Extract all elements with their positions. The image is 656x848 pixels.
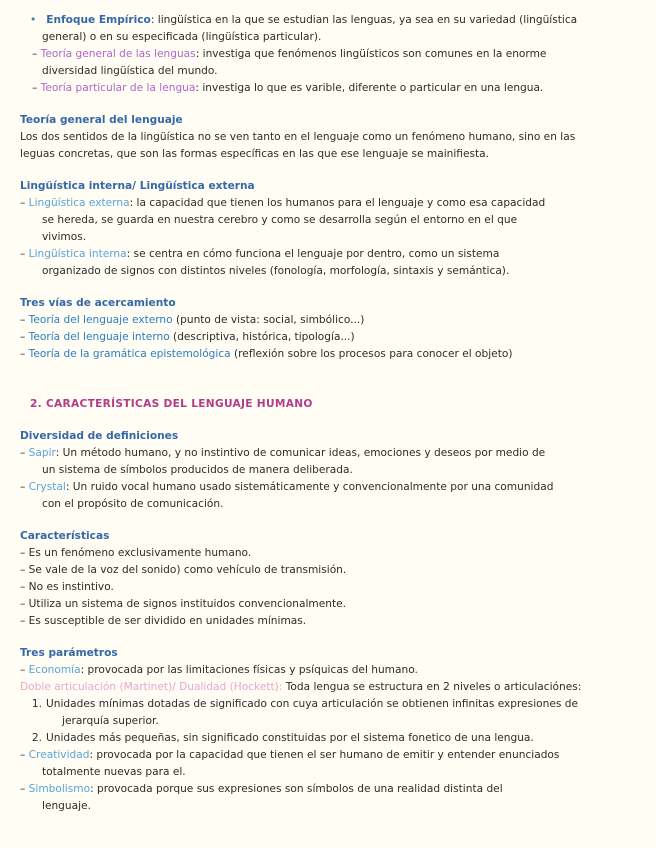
- term-creatividad: Creatividad: [28, 749, 90, 761]
- caracteristica-text: No es instintivo.: [28, 581, 114, 593]
- term-gramatica-epistemologica: Teoría de la gramática epistemológica: [28, 348, 231, 360]
- spacer: [20, 163, 634, 178]
- dash-marker: –: [20, 248, 26, 260]
- text-crystal: : Un ruido vocal humano usado sistemáticamente y convencionalmente por una comunidad: [65, 481, 554, 493]
- text-simbolismo-cont: lenguaje.: [42, 800, 91, 812]
- caracteristica-text: Es susceptible de ser dividido en unidades mínimas.: [28, 615, 307, 627]
- heading-interna-externa: Lingüística interna/ Lingüística externa: [20, 180, 255, 192]
- text-teoria-general-lenguas-cont: diversidad lingüística del mundo.: [42, 65, 218, 77]
- spacer: [20, 513, 634, 528]
- list-item: [20, 562, 634, 579]
- spacer: [20, 363, 634, 396]
- term-teoria-particular-lengua: Teoría particular de la lengua: [40, 82, 196, 94]
- text-lenguaje-interno: (descriptiva, histórica, tipología...): [169, 331, 355, 343]
- term-crystal: Crystal: [28, 481, 66, 493]
- text-enfoque-empirico-cont: general) o en su especificada (lingüística particular).: [42, 31, 322, 43]
- text-economia: : provocada por las limitaciones físicas y psíquicas del humano.: [80, 664, 418, 676]
- item-creatividad: [20, 747, 634, 764]
- term-simbolismo: Simbolismo: [28, 783, 91, 795]
- item-economia: [20, 662, 634, 679]
- text-creatividad-cont: totalmente nuevas para el.: [42, 766, 186, 778]
- dash-marker: –: [20, 447, 26, 459]
- term-economia: Economía: [28, 664, 81, 676]
- heading-diversidad: Diversidad de definiciones: [20, 430, 179, 442]
- text-linguistica-interna: : se centra en cómo funciona el lenguaje por dentro, como un sistema: [126, 248, 500, 260]
- heading-tres-vias: Tres vías de acercamiento: [20, 297, 176, 309]
- term-sapir: Sapir: [28, 447, 56, 459]
- list-item: [20, 545, 634, 562]
- text-linguistica-externa-cont2: vivimos.: [42, 231, 87, 243]
- paragraph-teoria-general-2: leguas concretas, que son las formas específicas en las que ese lenguaje se mainifiesta.: [20, 148, 490, 160]
- dash-marker: –: [20, 564, 26, 576]
- item-lenguaje-externo: [20, 312, 634, 329]
- dash-marker: –: [32, 82, 38, 94]
- dash-marker: –: [20, 331, 26, 343]
- dash-marker: –: [20, 581, 26, 593]
- dash-marker: –: [20, 664, 26, 676]
- item-linguistica-externa: [20, 195, 634, 212]
- number-marker: 1.: [31, 698, 42, 710]
- list-item: [20, 579, 634, 596]
- dash-marker: –: [20, 598, 26, 610]
- item-crystal: [20, 479, 634, 496]
- text-creatividad: : provocada por la capacidad que tienen el ser humano de emitir y entender enunciados: [89, 749, 560, 761]
- item-doble-articulacion: [20, 679, 634, 696]
- dash-marker: –: [20, 197, 26, 209]
- item-teoria-particular-lengua: [20, 80, 634, 97]
- text-gramatica-epistemologica: (reflexión sobre los procesos para conocer el objeto): [230, 348, 513, 360]
- text-sapir-cont: un sistema de símbolos producidos de manera deliberada.: [42, 464, 353, 476]
- spacer: [20, 413, 634, 428]
- dash-marker: –: [20, 615, 26, 627]
- text-teoria-general-lenguas: : investiga que fenómenos lingüísticos son comunes en la enorme: [195, 48, 547, 60]
- heading-teoria-general: Teoría general del lenguaje: [20, 114, 183, 126]
- spacer: [20, 97, 634, 112]
- spacer: [20, 280, 634, 295]
- numbered-text-1-cont: jerarquía superior.: [62, 715, 159, 727]
- numbered-text-2: Unidades más pequeñas, sin significado constituidas por el sistema fonetico de una lengua.: [46, 732, 534, 744]
- numbered-item-1: [20, 696, 634, 713]
- term-teoria-general-lenguas: Teoría general de las lenguas: [40, 48, 196, 60]
- item-sapir: [20, 445, 634, 462]
- paragraph-teoria-general-1: Los dos sentidos de la lingüística no se ven tanto en el lenguaje como un fenómeno humano, sino en las: [20, 131, 576, 143]
- term-lenguaje-externo: Teoría del lenguaje externo: [28, 314, 173, 326]
- number-marker: 2.: [31, 732, 42, 744]
- text-crystal-cont: con el propósito de comunicación.: [42, 498, 224, 510]
- term-linguistica-interna: Lingüística interna: [28, 248, 127, 260]
- text-linguistica-externa-cont1: se hereda, se guarda en nuestra cerebro y como se desarrolla según el entorno en el que: [42, 214, 518, 226]
- caracteristica-text: Se vale de la voz del sonido) como vehículo de transmisión.: [28, 564, 347, 576]
- item-lenguaje-interno: [20, 329, 634, 346]
- item-gramatica-epistemologica: [20, 346, 634, 363]
- numbered-item-2: [20, 730, 634, 747]
- text-teoria-particular-lengua: : investiga lo que es varible, diferente o particular en una lengua.: [195, 82, 544, 94]
- dash-marker: –: [32, 48, 38, 60]
- numbered-text-1: Unidades mínimas dotadas de significado con cuya articulación se obtienen infinitas expresiones de: [46, 698, 578, 710]
- caracteristica-text: Es un fenómeno exclusivamente humano.: [28, 547, 252, 559]
- section-title-caracteristicas: 2. CARACTERÍSTICAS DEL LENGUAJE HUMANO: [30, 398, 313, 410]
- text-linguistica-externa: : la capacidad que tienen los humanos para el lenguaje y como esa capacidad: [129, 197, 546, 209]
- term-enfoque-empirico: Enfoque Empírico: [46, 14, 151, 26]
- term-linguistica-externa: Lingüística externa: [28, 197, 130, 209]
- heading-caracteristicas: Características: [20, 530, 110, 542]
- dash-marker: –: [20, 314, 26, 326]
- text-lenguaje-externo: (punto de vista: social, simbólico...): [172, 314, 365, 326]
- bullet-enfoque-empirico: [20, 12, 634, 29]
- dash-marker: –: [20, 749, 26, 761]
- text-sapir: : Un método humano, y no instintivo de comunicar ideas, emociones y deseos por medio de: [55, 447, 546, 459]
- item-linguistica-interna: [20, 246, 634, 263]
- dash-marker: –: [20, 783, 26, 795]
- list-item: [20, 613, 634, 630]
- text-enfoque-empirico: : lingüística en la que se estudian las lenguas, ya sea en su variedad (lingüística: [150, 14, 578, 26]
- item-teoria-general-lenguas: [20, 46, 634, 63]
- caracteristica-text: Utiliza un sistema de signos instituidos convencionalmente.: [28, 598, 347, 610]
- heading-tres-parametros: Tres parámetros: [20, 647, 118, 659]
- term-doble-articulacion: Doble articulación (Martinet)/ Dualidad (Hockett):: [20, 681, 283, 693]
- item-simbolismo: [20, 781, 634, 798]
- dash-marker: –: [20, 547, 26, 559]
- text-linguistica-interna-cont: organizado de signos con distintos niveles (fonología, morfología, sintaxis y semántica).: [42, 265, 510, 277]
- text-simbolismo: : provocada porque sus expresiones son símbolos de una realidad distinta del: [90, 783, 503, 795]
- list-item: [20, 596, 634, 613]
- dash-marker: –: [20, 481, 26, 493]
- bullet-dot-icon: •: [30, 14, 37, 26]
- dash-marker: –: [20, 348, 26, 360]
- term-lenguaje-interno: Teoría del lenguaje interno: [28, 331, 170, 343]
- text-doble-articulacion: Toda lengua se estructura en 2 niveles o articulaciónes:: [282, 681, 582, 693]
- spacer: [20, 630, 634, 645]
